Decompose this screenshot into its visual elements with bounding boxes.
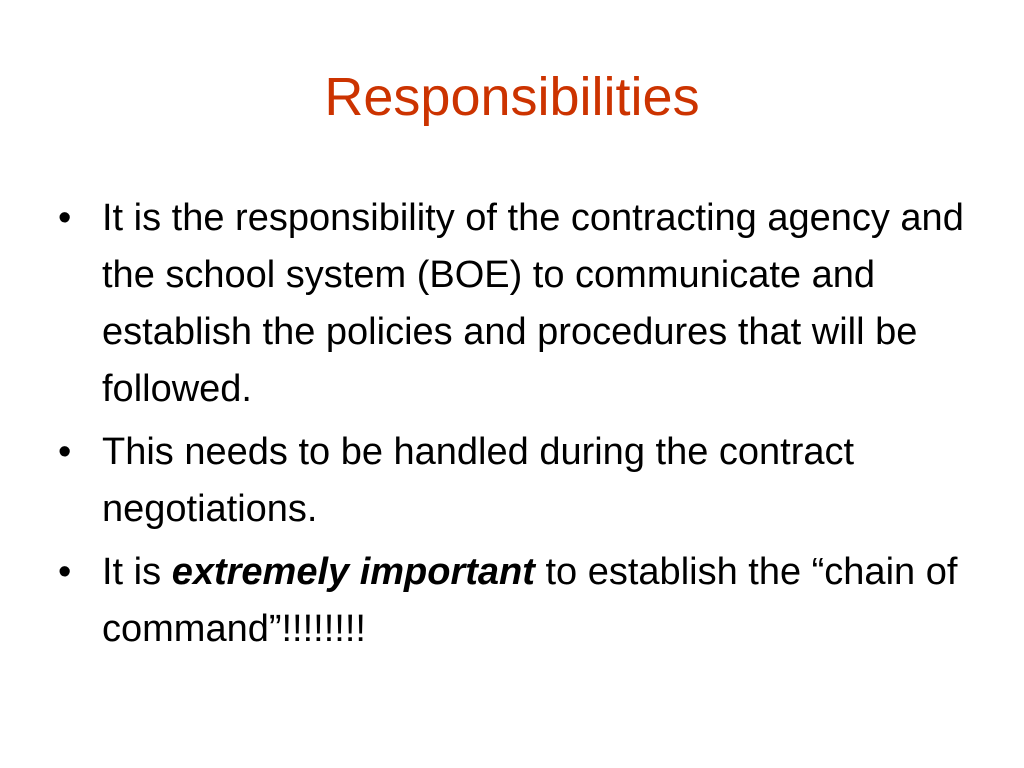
bullet-text-prefix: It is bbox=[102, 551, 172, 593]
bullet-item-responsibility bbox=[0, 190, 1024, 418]
bullet-icon: • bbox=[58, 431, 72, 473]
bullet-item-negotiations bbox=[0, 424, 1024, 538]
slide-title: Responsibilities bbox=[324, 67, 700, 127]
bullet-text: It is the responsibility of the contracting agency and the school system (BOE) to communicate and establish the policies and procedures that will be followed. bbox=[102, 197, 964, 410]
bullet-text: This needs to be handled during the contract negotiations. bbox=[102, 431, 855, 530]
bullet-icon: • bbox=[58, 197, 72, 239]
bullet-text-suffix: to establish the “chain of command”!!!!!!!! bbox=[102, 551, 958, 650]
bullet-list bbox=[0, 190, 1024, 664]
bullet-text-emphasis: extremely important bbox=[171, 551, 535, 593]
bullet-item-chain-of-command bbox=[0, 544, 1024, 658]
bullet-icon: • bbox=[58, 551, 72, 593]
